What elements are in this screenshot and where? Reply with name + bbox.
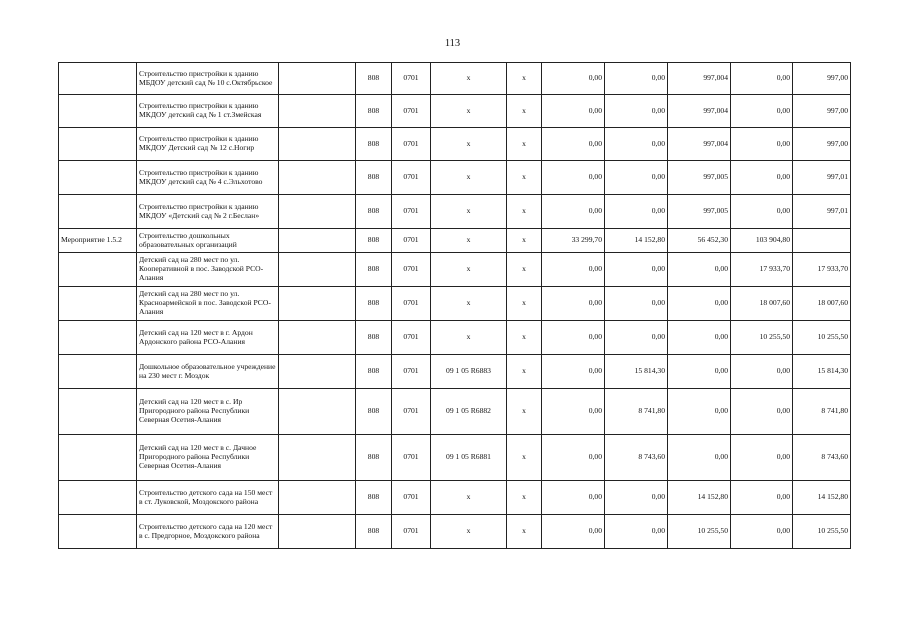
amount-cell: 0,00 — [605, 287, 668, 321]
amount-cell: 0,00 — [605, 481, 668, 515]
table-row — [59, 195, 851, 229]
grbs-cell: 808 — [356, 195, 392, 229]
csr-cell: х — [431, 229, 507, 253]
amount-cell: 0,00 — [668, 253, 731, 287]
csr-cell: х — [431, 95, 507, 128]
amount-cell: 997,004 — [668, 95, 731, 128]
object-name-cell: Строительство пристройки к зданию МКДОУ детский сад № 1 ст.Змейская — [137, 95, 279, 128]
vr-cell: х — [507, 128, 542, 161]
total-cell: 15 814,30 — [793, 355, 851, 389]
amount-cell: 0,00 — [731, 195, 793, 229]
amount-cell: 0,00 — [542, 321, 605, 355]
amount-cell: 8 743,60 — [605, 435, 668, 481]
rzpr-cell: 0701 — [392, 481, 431, 515]
table-row — [59, 128, 851, 161]
grbs-cell: 808 — [356, 355, 392, 389]
amount-cell: 33 299,70 — [542, 229, 605, 253]
table-row — [59, 355, 851, 389]
csr-cell: х — [431, 161, 507, 195]
activity-cell — [59, 355, 137, 389]
csr-cell: 09 1 05 R6881 — [431, 435, 507, 481]
activity-cell — [59, 321, 137, 355]
amount-cell: 0,00 — [605, 253, 668, 287]
executor-cell — [279, 355, 356, 389]
amount-cell: 0,00 — [605, 95, 668, 128]
object-name-cell: Строительство детского сада на 150 мест в ст. Луковской, Моздокского района — [137, 481, 279, 515]
amount-cell: 997,004 — [668, 128, 731, 161]
rzpr-cell: 0701 — [392, 355, 431, 389]
amount-cell: 0,00 — [668, 355, 731, 389]
executor-cell — [279, 287, 356, 321]
activity-cell — [59, 195, 137, 229]
total-cell: 14 152,80 — [793, 481, 851, 515]
amount-cell: 10 255,50 — [668, 515, 731, 549]
vr-cell: х — [507, 161, 542, 195]
budget-table — [58, 62, 851, 549]
vr-cell: х — [507, 195, 542, 229]
activity-cell — [59, 481, 137, 515]
executor-cell — [279, 253, 356, 287]
grbs-cell: 808 — [356, 435, 392, 481]
amount-cell: 0,00 — [731, 515, 793, 549]
table-row — [59, 161, 851, 195]
rzpr-cell: 0701 — [392, 229, 431, 253]
grbs-cell: 808 — [356, 321, 392, 355]
csr-cell: х — [431, 63, 507, 95]
amount-cell: 56 452,30 — [668, 229, 731, 253]
activity-cell — [59, 95, 137, 128]
amount-cell: 0,00 — [542, 287, 605, 321]
activity-cell — [59, 63, 137, 95]
amount-cell: 14 152,80 — [605, 229, 668, 253]
amount-cell: 0,00 — [731, 389, 793, 435]
object-name-cell: Строительство детского сада на 120 мест в с. Предгорное, Моздокского района — [137, 515, 279, 549]
rzpr-cell: 0701 — [392, 128, 431, 161]
vr-cell: х — [507, 389, 542, 435]
csr-cell: х — [431, 195, 507, 229]
activity-cell: Мероприятие 1.5.2 — [59, 229, 137, 253]
vr-cell: х — [507, 63, 542, 95]
executor-cell — [279, 229, 356, 253]
csr-cell: 09 1 05 R6883 — [431, 355, 507, 389]
amount-cell: 0,00 — [731, 481, 793, 515]
vr-cell: х — [507, 435, 542, 481]
rzpr-cell: 0701 — [392, 253, 431, 287]
total-cell: 997,00 — [793, 128, 851, 161]
activity-cell — [59, 435, 137, 481]
total-cell: 17 933,70 — [793, 253, 851, 287]
amount-cell: 0,00 — [542, 95, 605, 128]
amount-cell: 18 007,60 — [731, 287, 793, 321]
amount-cell: 0,00 — [542, 195, 605, 229]
rzpr-cell: 0701 — [392, 287, 431, 321]
vr-cell: х — [507, 229, 542, 253]
csr-cell: х — [431, 287, 507, 321]
table-body — [59, 63, 851, 549]
amount-cell: 15 814,30 — [605, 355, 668, 389]
amount-cell: 0,00 — [668, 321, 731, 355]
activity-cell — [59, 128, 137, 161]
executor-cell — [279, 321, 356, 355]
csr-cell: х — [431, 321, 507, 355]
amount-cell: 0,00 — [542, 355, 605, 389]
vr-cell: х — [507, 321, 542, 355]
object-name-cell: Детский сад на 120 мест в с. Дачное Пригородного района Республики Северная Осетия-Алания — [137, 435, 279, 481]
total-cell: 997,01 — [793, 195, 851, 229]
amount-cell: 0,00 — [542, 253, 605, 287]
table-row — [59, 253, 851, 287]
rzpr-cell: 0701 — [392, 195, 431, 229]
grbs-cell: 808 — [356, 515, 392, 549]
activity-cell — [59, 287, 137, 321]
vr-cell: х — [507, 253, 542, 287]
csr-cell: 09 1 05 R6882 — [431, 389, 507, 435]
activity-cell — [59, 253, 137, 287]
amount-cell: 0,00 — [668, 287, 731, 321]
executor-cell — [279, 435, 356, 481]
amount-cell: 0,00 — [731, 63, 793, 95]
rzpr-cell: 0701 — [392, 515, 431, 549]
total-cell: 997,00 — [793, 63, 851, 95]
activity-cell — [59, 389, 137, 435]
total-cell — [793, 229, 851, 253]
amount-cell: 0,00 — [542, 389, 605, 435]
total-cell: 8 741,80 — [793, 389, 851, 435]
table-row — [59, 229, 851, 253]
grbs-cell: 808 — [356, 63, 392, 95]
rzpr-cell: 0701 — [392, 95, 431, 128]
amount-cell: 0,00 — [542, 63, 605, 95]
vr-cell: х — [507, 355, 542, 389]
rzpr-cell: 0701 — [392, 435, 431, 481]
rzpr-cell: 0701 — [392, 321, 431, 355]
grbs-cell: 808 — [356, 128, 392, 161]
amount-cell: 14 152,80 — [668, 481, 731, 515]
grbs-cell: 808 — [356, 389, 392, 435]
object-name-cell: Детский сад на 280 мест по ул. Кооперативной в пос. Заводской РСО-Алания — [137, 253, 279, 287]
table-row — [59, 287, 851, 321]
table-row — [59, 95, 851, 128]
csr-cell: х — [431, 128, 507, 161]
executor-cell — [279, 389, 356, 435]
amount-cell: 0,00 — [668, 435, 731, 481]
vr-cell: х — [507, 95, 542, 128]
amount-cell: 10 255,50 — [731, 321, 793, 355]
amount-cell: 0,00 — [605, 515, 668, 549]
table-row — [59, 63, 851, 95]
rzpr-cell: 0701 — [392, 63, 431, 95]
grbs-cell: 808 — [356, 481, 392, 515]
total-cell: 997,01 — [793, 161, 851, 195]
executor-cell — [279, 481, 356, 515]
amount-cell: 0,00 — [605, 128, 668, 161]
amount-cell: 0,00 — [731, 128, 793, 161]
object-name-cell: Строительство пристройки к зданию МБДОУ детский сад № 10 с.Октябрьское — [137, 63, 279, 95]
table-row — [59, 435, 851, 481]
object-name-cell: Строительство пристройки к зданию МКДОУ Детский сад № 12 с.Ногир — [137, 128, 279, 161]
rzpr-cell: 0701 — [392, 161, 431, 195]
csr-cell: х — [431, 515, 507, 549]
table-row — [59, 515, 851, 549]
amount-cell: 0,00 — [542, 435, 605, 481]
executor-cell — [279, 63, 356, 95]
object-name-cell: Детский сад на 280 мест по ул. Красноармейской в пос. Заводской РСО-Алания — [137, 287, 279, 321]
object-name-cell: Дошкольное образовательное учреждение на 230 мест г. Моздок — [137, 355, 279, 389]
object-name-cell: Детский сад на 120 мест в с. Ир Пригородного района Республики Северная Осетия-Алания — [137, 389, 279, 435]
amount-cell: 17 933,70 — [731, 253, 793, 287]
executor-cell — [279, 195, 356, 229]
total-cell: 10 255,50 — [793, 515, 851, 549]
amount-cell: 0,00 — [542, 128, 605, 161]
grbs-cell: 808 — [356, 253, 392, 287]
csr-cell: х — [431, 253, 507, 287]
amount-cell: 0,00 — [668, 389, 731, 435]
table-row — [59, 389, 851, 435]
table-row — [59, 321, 851, 355]
vr-cell: х — [507, 515, 542, 549]
vr-cell: х — [507, 481, 542, 515]
object-name-cell: Строительство пристройки к зданию МКДОУ «Детский сад № 2 г.Беслан» — [137, 195, 279, 229]
amount-cell: 997,005 — [668, 195, 731, 229]
total-cell: 8 743,60 — [793, 435, 851, 481]
amount-cell: 0,00 — [731, 355, 793, 389]
executor-cell — [279, 161, 356, 195]
page-number: 113 — [444, 38, 461, 49]
executor-cell — [279, 515, 356, 549]
amount-cell: 997,005 — [668, 161, 731, 195]
total-cell: 10 255,50 — [793, 321, 851, 355]
amount-cell: 0,00 — [605, 63, 668, 95]
activity-cell — [59, 161, 137, 195]
executor-cell — [279, 128, 356, 161]
grbs-cell: 808 — [356, 95, 392, 128]
object-name-cell: Детский сад на 120 мест в г. Ардон Ардонского района РСО-Алания — [137, 321, 279, 355]
amount-cell: 0,00 — [605, 195, 668, 229]
amount-cell: 103 904,80 — [731, 229, 793, 253]
rzpr-cell: 0701 — [392, 389, 431, 435]
activity-cell — [59, 515, 137, 549]
grbs-cell: 808 — [356, 229, 392, 253]
amount-cell: 0,00 — [731, 161, 793, 195]
object-name-cell: Строительство дошкольных образовательных организаций — [137, 229, 279, 253]
executor-cell — [279, 95, 356, 128]
csr-cell: х — [431, 481, 507, 515]
amount-cell: 8 741,80 — [605, 389, 668, 435]
amount-cell: 997,004 — [668, 63, 731, 95]
table-row — [59, 481, 851, 515]
vr-cell: х — [507, 287, 542, 321]
grbs-cell: 808 — [356, 161, 392, 195]
total-cell: 18 007,60 — [793, 287, 851, 321]
amount-cell: 0,00 — [731, 95, 793, 128]
object-name-cell: Строительство пристройки к зданию МКДОУ детский сад № 4 с.Эльхотово — [137, 161, 279, 195]
total-cell: 997,00 — [793, 95, 851, 128]
amount-cell: 0,00 — [542, 481, 605, 515]
amount-cell: 0,00 — [605, 321, 668, 355]
amount-cell: 0,00 — [731, 435, 793, 481]
amount-cell: 0,00 — [542, 515, 605, 549]
amount-cell: 0,00 — [542, 161, 605, 195]
grbs-cell: 808 — [356, 287, 392, 321]
amount-cell: 0,00 — [605, 161, 668, 195]
